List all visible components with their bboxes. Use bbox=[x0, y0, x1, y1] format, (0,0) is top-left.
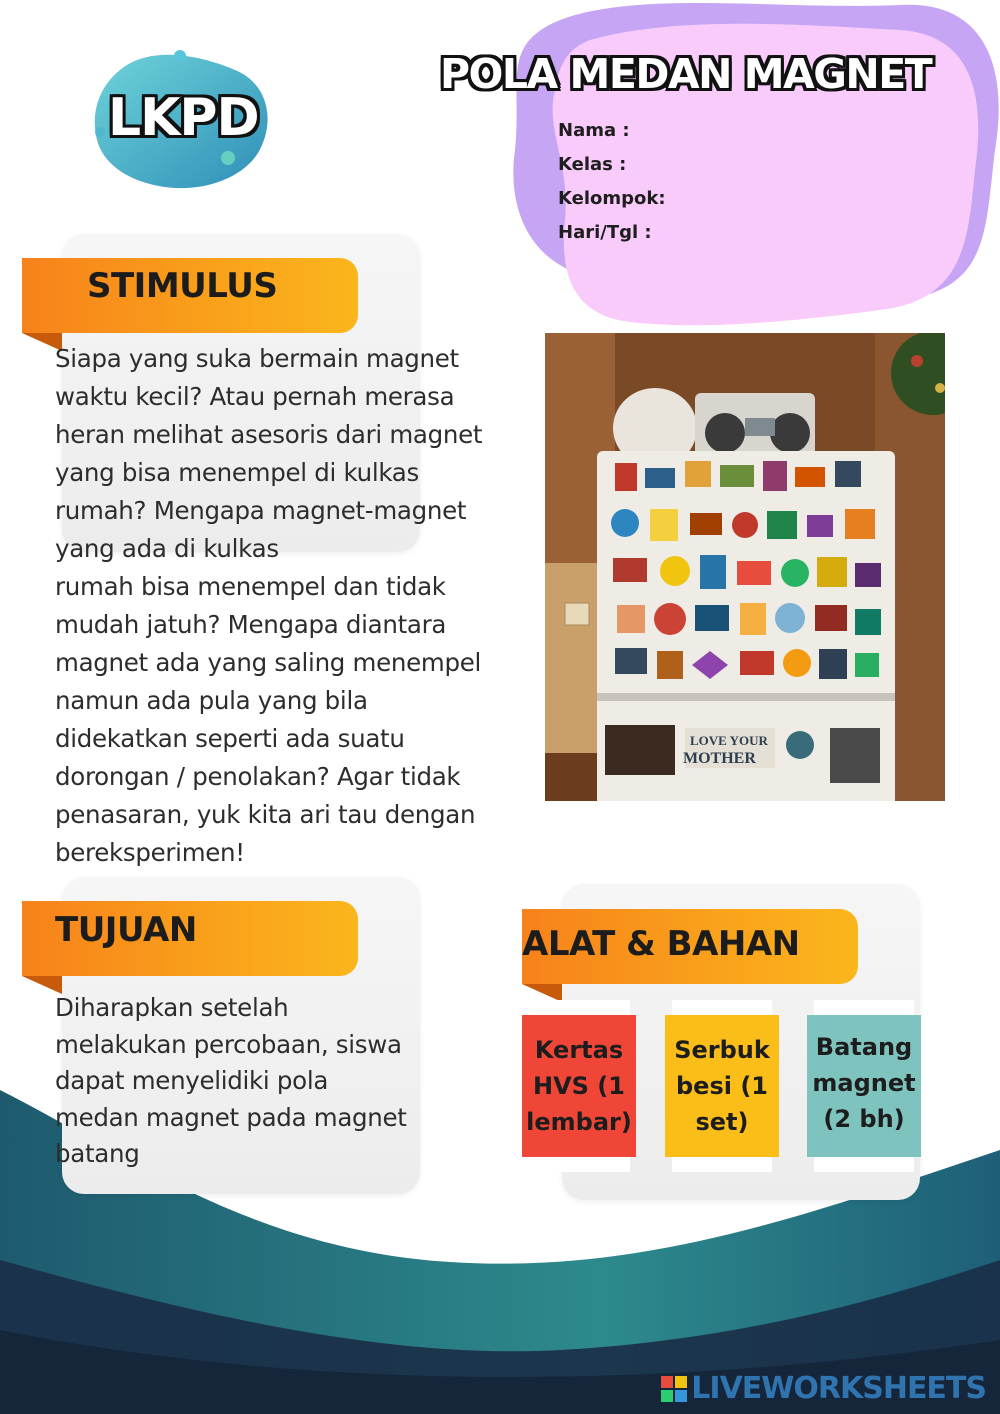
item-serbuk-line: Serbuk bbox=[674, 1036, 770, 1064]
item-kertas-line: lembar) bbox=[526, 1108, 632, 1136]
item-batang-magnet bbox=[807, 1015, 921, 1157]
stimulus-line: bereksperimen! bbox=[55, 838, 245, 867]
stimulus-line: mudah jatuh? Mengapa diantara bbox=[55, 610, 447, 639]
fridge-magnets-photo bbox=[545, 333, 945, 801]
item-serbuk-line: set) bbox=[695, 1108, 749, 1136]
page-title: POLA MEDAN MAGNET bbox=[440, 50, 932, 98]
tujuan-line: melakukan percobaan, siswa bbox=[55, 1029, 402, 1059]
nama-label[interactable]: Nama : bbox=[558, 120, 630, 141]
tujuan-heading: TUJUAN bbox=[55, 910, 197, 950]
stimulus-line: magnet ada yang saling menempel bbox=[55, 648, 481, 677]
kelompok-label[interactable]: Kelompok: bbox=[558, 188, 666, 209]
item-kertas-hvs bbox=[522, 1015, 636, 1157]
item-batang-line: (2 bh) bbox=[823, 1105, 905, 1133]
stimulus-line: rumah? Mengapa magnet-magnet bbox=[55, 496, 467, 525]
tujuan-line: Diharapkan setelah bbox=[55, 993, 289, 1022]
liveworksheets-brand: LIVEWORKSHEETS bbox=[691, 1371, 986, 1406]
kelas-label[interactable]: Kelas : bbox=[558, 154, 627, 175]
tujuan-line: medan magnet pada magnet bbox=[55, 1102, 407, 1132]
stimulus-text bbox=[55, 340, 525, 872]
item-serbuk-besi bbox=[665, 1015, 779, 1157]
stimulus-line: waktu kecil? Atau pernah merasa bbox=[55, 382, 455, 411]
tujuan-line: batang bbox=[55, 1139, 140, 1168]
identity-form bbox=[558, 118, 666, 254]
stimulus-line: Siapa yang suka bermain magnet bbox=[55, 344, 459, 373]
tujuan-line: dapat menyelidiki pola bbox=[55, 1066, 329, 1095]
stimulus-line: didekatkan seperti ada suatu bbox=[55, 724, 405, 753]
stimulus-line: penasaran, yuk kita ari tau dengan bbox=[55, 800, 476, 829]
stimulus-heading: STIMULUS bbox=[87, 266, 278, 306]
stimulus-line: dorongan / penolakan? Agar tidak bbox=[55, 762, 461, 791]
magnet-sign-line2: MOTHER bbox=[683, 750, 756, 767]
stimulus-line: yang ada di kulkas bbox=[55, 534, 279, 563]
stimulus-line: namun ada pula yang bila bbox=[55, 686, 368, 715]
item-serbuk-line: besi (1 bbox=[676, 1072, 768, 1100]
item-kertas-line: HVS (1 bbox=[533, 1072, 625, 1100]
magnet-sign-line1: LOVE YOUR bbox=[690, 733, 768, 748]
tujuan-text bbox=[55, 990, 435, 1173]
item-kertas-line: Kertas bbox=[534, 1036, 624, 1064]
liveworksheets-logo[interactable] bbox=[661, 1371, 986, 1406]
stimulus-line: rumah bisa menempel dan tidak bbox=[55, 572, 446, 601]
stimulus-line: heran melihat asesoris dari magnet bbox=[55, 420, 483, 449]
lkpd-logo: LKPD bbox=[108, 88, 259, 148]
item-batang-line: Batang bbox=[815, 1033, 913, 1061]
alat-bahan-heading: ALAT & BAHAN bbox=[522, 924, 800, 964]
stimulus-line: yang bisa menempel di kulkas bbox=[55, 458, 419, 487]
item-batang-line: magnet bbox=[812, 1069, 916, 1097]
liveworksheets-icon bbox=[661, 1376, 687, 1402]
hari-tgl-label[interactable]: Hari/Tgl : bbox=[558, 222, 652, 243]
